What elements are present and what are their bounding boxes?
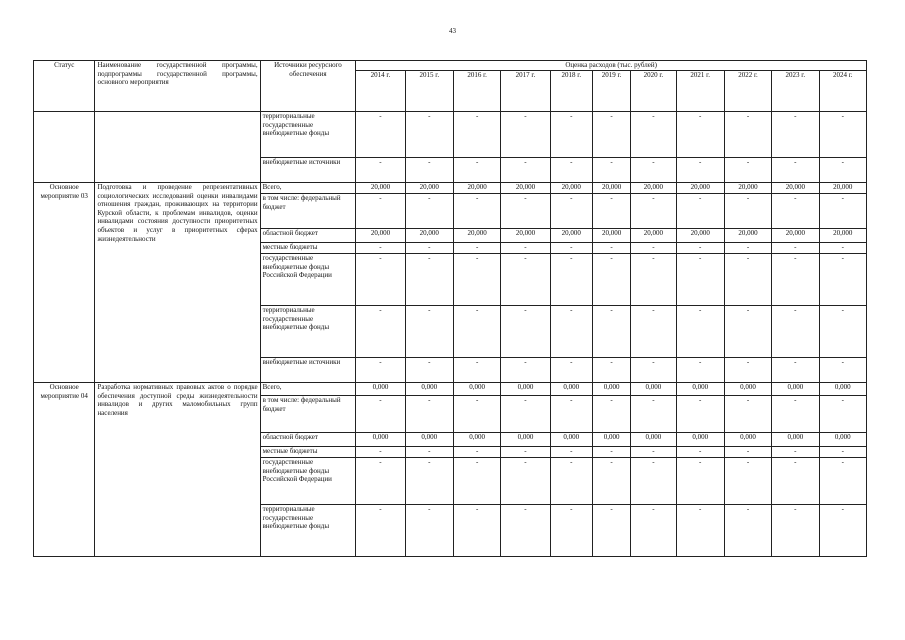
value-cell: -	[631, 306, 676, 358]
value-cell: 20,000	[356, 183, 405, 194]
value-cell: -	[631, 447, 676, 458]
source-cell: в том числе: федеральный бюджет	[260, 194, 356, 229]
year-header: 2020 г.	[631, 71, 676, 112]
value-cell: -	[501, 254, 550, 306]
value-cell: -	[501, 396, 550, 433]
value-cell: -	[631, 254, 676, 306]
value-cell: -	[631, 158, 676, 183]
measure-status: Основное мероприятие 04	[34, 383, 95, 557]
value-cell: 20,000	[453, 229, 500, 243]
value-cell: -	[501, 447, 550, 458]
value-cell: 0,000	[550, 383, 592, 396]
value-cell: -	[405, 505, 453, 557]
value-cell: -	[592, 254, 630, 306]
value-cell: 0,000	[772, 383, 819, 396]
value-cell: 0,000	[772, 433, 819, 447]
value-cell: -	[724, 158, 771, 183]
value-cell: -	[550, 505, 592, 557]
value-cell: 20,000	[631, 183, 676, 194]
value-cell: -	[501, 243, 550, 254]
source-cell: внебюджетные источники	[260, 358, 356, 383]
header-name: Наименование государственной программы, подпрограммы государственной программы, основного мероприятия	[95, 61, 260, 112]
value-cell: 20,000	[356, 229, 405, 243]
value-cell: -	[819, 158, 866, 183]
value-cell: -	[453, 447, 500, 458]
value-cell: 20,000	[501, 229, 550, 243]
value-cell: -	[724, 505, 771, 557]
value-cell: 0,000	[453, 433, 500, 447]
value-cell: -	[772, 358, 819, 383]
value-cell: -	[772, 447, 819, 458]
value-cell: -	[631, 112, 676, 158]
value-cell: 0,000	[676, 383, 724, 396]
measure-name: Разработка нормативных правовых актов о порядке обеспечения доступной среды жизнедеятельности инвалидов и других маломобильных групп населения	[95, 383, 260, 557]
header-estimate: Оценка расходов (тыс. рублей)	[356, 61, 867, 71]
source-cell: местные бюджеты	[260, 243, 356, 254]
value-cell: 20,000	[676, 183, 724, 194]
table-row	[34, 383, 867, 396]
value-cell: -	[819, 396, 866, 433]
value-cell: -	[453, 396, 500, 433]
value-cell: -	[356, 396, 405, 433]
value-cell: -	[631, 458, 676, 505]
value-cell: -	[501, 306, 550, 358]
value-cell: -	[501, 505, 550, 557]
value-cell: 0,000	[356, 433, 405, 447]
year-header: 2016 г.	[453, 71, 500, 112]
value-cell: -	[724, 358, 771, 383]
value-cell: -	[550, 396, 592, 433]
value-cell: -	[592, 194, 630, 229]
value-cell: -	[724, 254, 771, 306]
value-cell: -	[676, 505, 724, 557]
source-cell: Всего,	[260, 183, 356, 194]
value-cell: -	[453, 358, 500, 383]
value-cell: 0,000	[550, 433, 592, 447]
source-cell: государственные внебюджетные фонды Российской Федерации	[260, 254, 356, 306]
value-cell: -	[772, 112, 819, 158]
value-cell: -	[631, 505, 676, 557]
value-cell: 0,000	[501, 433, 550, 447]
value-cell: 0,000	[631, 383, 676, 396]
header-status: Статус	[34, 61, 95, 112]
value-cell: -	[772, 505, 819, 557]
year-header: 2014 г.	[356, 71, 405, 112]
value-cell: -	[356, 243, 405, 254]
value-cell: -	[453, 306, 500, 358]
value-cell: 20,000	[819, 183, 866, 194]
source-cell: местные бюджеты	[260, 447, 356, 458]
value-cell: -	[501, 112, 550, 158]
value-cell: 20,000	[550, 183, 592, 194]
value-cell: -	[592, 447, 630, 458]
value-cell: -	[676, 447, 724, 458]
page-number: 43	[449, 27, 456, 35]
value-cell: -	[592, 458, 630, 505]
value-cell: 20,000	[501, 183, 550, 194]
value-cell: -	[356, 447, 405, 458]
value-cell: -	[724, 396, 771, 433]
value-cell: 0,000	[724, 383, 771, 396]
value-cell: -	[772, 243, 819, 254]
value-cell: -	[453, 158, 500, 183]
value-cell: 0,000	[819, 433, 866, 447]
value-cell: 20,000	[819, 229, 866, 243]
year-header: 2023 г.	[772, 71, 819, 112]
value-cell: -	[356, 458, 405, 505]
value-cell: -	[501, 358, 550, 383]
value-cell: -	[819, 194, 866, 229]
value-cell: -	[676, 194, 724, 229]
value-cell: -	[592, 112, 630, 158]
year-header: 2019 г.	[592, 71, 630, 112]
value-cell: -	[405, 458, 453, 505]
value-cell: -	[631, 243, 676, 254]
value-cell: -	[356, 306, 405, 358]
value-cell: -	[772, 458, 819, 505]
value-cell: 20,000	[772, 183, 819, 194]
source-cell: территориальные государственные внебюджетные фонды	[260, 112, 356, 158]
year-header: 2021 г.	[676, 71, 724, 112]
year-header: 2022 г.	[724, 71, 771, 112]
value-cell: -	[724, 458, 771, 505]
value-cell: -	[772, 158, 819, 183]
value-cell: -	[356, 112, 405, 158]
value-cell: -	[676, 243, 724, 254]
value-cell: 0,000	[592, 383, 630, 396]
year-header: 2017 г.	[501, 71, 550, 112]
value-cell: 0,000	[356, 383, 405, 396]
value-cell: 0,000	[405, 433, 453, 447]
value-cell: -	[676, 306, 724, 358]
value-cell: -	[356, 254, 405, 306]
year-header: 2015 г.	[405, 71, 453, 112]
value-cell: -	[819, 243, 866, 254]
value-cell: 0,000	[501, 383, 550, 396]
value-cell: -	[405, 447, 453, 458]
measure-status: Основное мероприятие 03	[34, 183, 95, 383]
value-cell: -	[819, 112, 866, 158]
table-row	[34, 183, 867, 194]
value-cell: 20,000	[453, 183, 500, 194]
value-cell: 20,000	[550, 229, 592, 243]
value-cell: -	[631, 396, 676, 433]
value-cell: -	[631, 358, 676, 383]
value-cell: -	[724, 112, 771, 158]
header-sources: Источники ресурсного обеспечения	[260, 61, 356, 112]
value-cell: -	[676, 358, 724, 383]
value-cell: 0,000	[592, 433, 630, 447]
value-cell: -	[592, 158, 630, 183]
value-cell: -	[676, 458, 724, 505]
source-cell: Всего,	[260, 383, 356, 396]
source-cell: государственные внебюджетные фонды Российской Федерации	[260, 458, 356, 505]
value-cell: 0,000	[676, 433, 724, 447]
value-cell: -	[550, 358, 592, 383]
value-cell: -	[405, 158, 453, 183]
value-cell: -	[772, 254, 819, 306]
value-cell: -	[592, 358, 630, 383]
value-cell: 20,000	[631, 229, 676, 243]
header-row	[34, 61, 867, 71]
value-cell: 0,000	[631, 433, 676, 447]
value-cell: 20,000	[676, 229, 724, 243]
value-cell: -	[819, 447, 866, 458]
value-cell: -	[772, 194, 819, 229]
value-cell: -	[631, 194, 676, 229]
value-cell: -	[356, 505, 405, 557]
status-cell	[34, 112, 95, 183]
value-cell: -	[356, 194, 405, 229]
value-cell: -	[676, 254, 724, 306]
value-cell: -	[550, 458, 592, 505]
value-cell: 0,000	[405, 383, 453, 396]
value-cell: -	[550, 112, 592, 158]
expenditure-table	[33, 60, 867, 557]
value-cell: 20,000	[724, 229, 771, 243]
value-cell: 20,000	[592, 229, 630, 243]
source-cell: территориальные государственные внебюджетные фонды	[260, 306, 356, 358]
value-cell: -	[501, 458, 550, 505]
value-cell: -	[724, 243, 771, 254]
value-cell: 20,000	[772, 229, 819, 243]
value-cell: -	[772, 396, 819, 433]
value-cell: -	[550, 158, 592, 183]
value-cell: -	[356, 358, 405, 383]
value-cell: 0,000	[724, 433, 771, 447]
value-cell: -	[405, 112, 453, 158]
value-cell: -	[772, 306, 819, 358]
value-cell: -	[550, 194, 592, 229]
value-cell: -	[676, 396, 724, 433]
value-cell: 20,000	[405, 229, 453, 243]
value-cell: -	[819, 358, 866, 383]
value-cell: -	[356, 158, 405, 183]
value-cell: -	[501, 158, 550, 183]
value-cell: 0,000	[453, 383, 500, 396]
value-cell: -	[724, 447, 771, 458]
table-body	[34, 61, 867, 557]
value-cell: -	[405, 254, 453, 306]
value-cell: -	[501, 194, 550, 229]
value-cell: -	[550, 243, 592, 254]
value-cell: 0,000	[819, 383, 866, 396]
value-cell: -	[592, 396, 630, 433]
year-header: 2024 г.	[819, 71, 866, 112]
value-cell: -	[453, 254, 500, 306]
table-row	[34, 112, 867, 158]
value-cell: -	[453, 243, 500, 254]
value-cell: -	[592, 306, 630, 358]
value-cell: -	[676, 112, 724, 158]
value-cell: -	[819, 505, 866, 557]
value-cell: -	[724, 306, 771, 358]
year-header: 2018 г.	[550, 71, 592, 112]
value-cell: -	[453, 505, 500, 557]
value-cell: -	[405, 358, 453, 383]
value-cell: -	[550, 254, 592, 306]
value-cell: 20,000	[592, 183, 630, 194]
measure-name: Подготовка и проведение репрезентативных социологических исследований оценки инвалидами отношения граждан, проживающих на территории Курской области, к проблемам инвалидов, оценки инвалидами состояния доступности приоритетных объектов и услуг в приоритетных сферах жизнедеятельности	[95, 183, 260, 383]
source-cell: областной бюджет	[260, 229, 356, 243]
value-cell: -	[405, 396, 453, 433]
source-cell: внебюджетные источники	[260, 158, 356, 183]
value-cell: -	[676, 158, 724, 183]
value-cell: -	[819, 254, 866, 306]
value-cell: -	[453, 112, 500, 158]
value-cell: -	[550, 447, 592, 458]
value-cell: -	[453, 458, 500, 505]
value-cell: 20,000	[405, 183, 453, 194]
value-cell: -	[724, 194, 771, 229]
source-cell: в том числе: федеральный бюджет	[260, 396, 356, 433]
value-cell: -	[819, 458, 866, 505]
source-cell: территориальные государственные внебюджетные фонды	[260, 505, 356, 557]
value-cell: -	[592, 505, 630, 557]
value-cell: -	[405, 306, 453, 358]
source-cell: областной бюджет	[260, 433, 356, 447]
value-cell: -	[453, 194, 500, 229]
value-cell: -	[405, 194, 453, 229]
value-cell: 20,000	[724, 183, 771, 194]
value-cell: -	[819, 306, 866, 358]
value-cell: -	[592, 243, 630, 254]
name-cell	[95, 112, 260, 183]
value-cell: -	[550, 306, 592, 358]
value-cell: -	[405, 243, 453, 254]
